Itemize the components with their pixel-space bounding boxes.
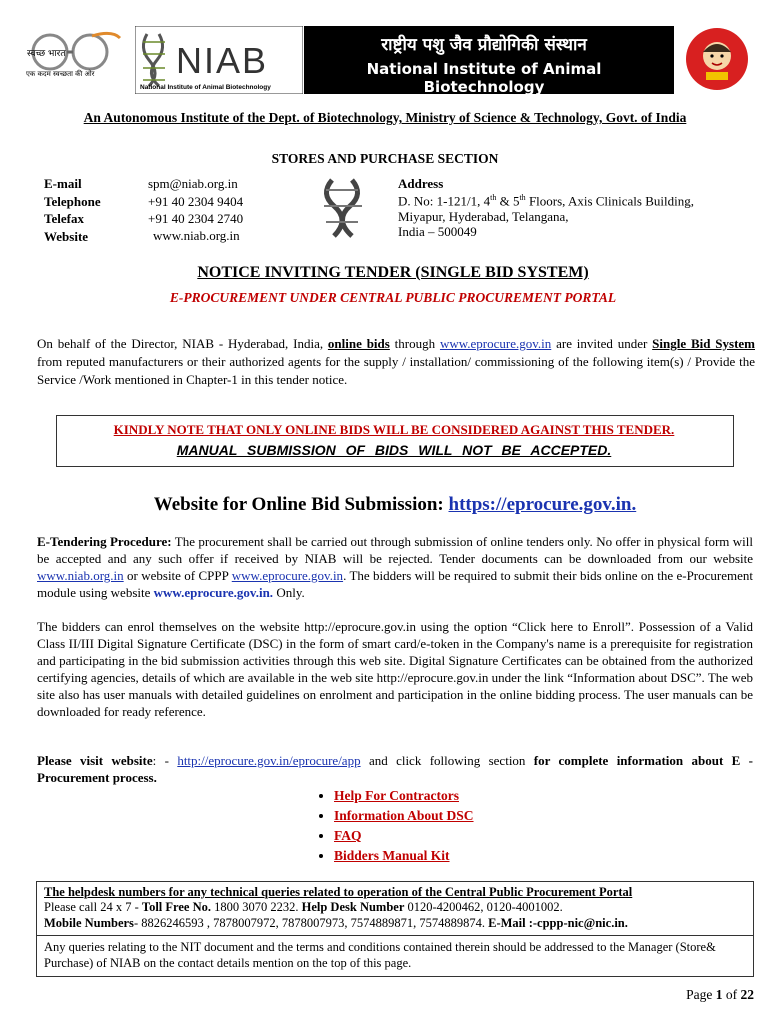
niab-logo-text: NIAB <box>176 40 269 81</box>
manual-bids-notice: MANUAL SUBMISSION OF BIDS WILL NOT BE ACCEPTED. <box>176 442 612 458</box>
help-links-list <box>312 786 474 866</box>
address-line-2: Miyapur, Hyderabad, Telangana, <box>398 209 569 224</box>
helpdesk-mobile-line: Mobile Numbers- 8826246593 , 7878007972, 7878007973, 7574889871, 7574889874. E-Mail :-cppp-nic@nic.in. <box>44 916 628 930</box>
institute-name-english: National Institute of Animal Biotechnology <box>366 60 602 96</box>
enrolment-paragraph: The bidders can enrol themselves on the website http://eprocure.gov.in using the option “Click here to Enroll”. Possession of a Valid Class II/III Digital Signature Certificate (DSC) in the form of smart card/e-token in the Company's name is a prerequisite for registration and participating in the bid submission activities through this web site. Digital Signature Certificates can be obtained from the authorized certifying agencies, details of which are available in the web site http://eprocure.gov.in under the link “Information about DSC”. The web site also has user manuals with detailed guidelines on enrolment and participation in the online bidding process. The user manuals can be downloaded for ready reference. <box>37 619 753 719</box>
institute-name-hindi: राष्ट्रीय पशु जैव प्रौद्योगिकी संस्थान <box>381 35 587 55</box>
autonomous-institute-line: An Autonomous Institute of the Dept. of Biotechnology, Ministry of Science & Technology, Govt. of India <box>83 110 687 125</box>
niab-emblem <box>312 176 376 240</box>
eprocure-app-link[interactable]: http://eprocure.gov.in/eprocure/app <box>177 753 361 768</box>
help-for-contractors-link[interactable]: Help For Contractors <box>334 788 459 803</box>
page-number: Page 1 of 22 <box>686 987 754 1002</box>
email-label: E-mail <box>44 176 82 191</box>
etendering-paragraph: E-Tendering Procedure: The procurement shall be carried out through submission of online tenders only. No offer in physical form will be accepted and any such offer if received by NIAB will be rejected. Tender documents can be downloaded from our website www.niab.org.in or website of CPPP www.eprocure.gov.in. The bidders will be required to submit their bids online on the e-Procurement module using website www.eprocure.gov.in. Only. <box>37 534 753 600</box>
list-item <box>334 826 474 846</box>
online-bids-notice: KINDLY NOTE THAT ONLY ONLINE BIDS WILL BE CONSIDERED AGAINST THIS TENDER. <box>113 422 675 437</box>
email-value: spm@niab.org.in <box>148 176 238 191</box>
bidders-manual-kit-link[interactable]: Bidders Manual Kit <box>334 848 450 863</box>
niab-logo-caption: National Institute of Animal Biotechnology <box>140 84 271 91</box>
swachh-text: स्वच्छ भारत <box>27 49 66 59</box>
telefax-value: +91 40 2304 2740 <box>148 211 244 226</box>
niab-website-link[interactable]: www.niab.org.in <box>37 568 124 583</box>
beti-bachao-logo <box>684 26 750 92</box>
section-title: STORES AND PURCHASE SECTION <box>271 151 499 166</box>
helpdesk-phone-line: Please call 24 x 7 - Toll Free No. 1800 3070 2232. Help Desk Number 0120-4200462, 0120-4001002. <box>44 900 563 914</box>
list-item <box>334 786 474 806</box>
address-line-3: India – 500049 <box>398 224 477 239</box>
website-value: www.niab.org.in <box>153 228 240 243</box>
visit-website-paragraph: Please visit website: - http://eprocure.gov.in/eprocure/app and click following section for complete information about E -Procurement process. <box>37 753 753 785</box>
address-line-1: D. No: 1-121/1, 4th & 5th Floors, Axis Clinicals Building, <box>398 193 694 209</box>
website-heading: Website for Online Bid Submission: https://eprocure.gov.in. <box>153 494 637 515</box>
telephone-label: Telephone <box>44 194 101 209</box>
nit-subtitle: E-PROCUREMENT UNDER CENTRAL PUBLIC PROCUREMENT PORTAL <box>169 290 617 305</box>
website-label: Website <box>44 229 89 244</box>
list-item <box>334 806 474 826</box>
address-label: Address <box>398 176 444 191</box>
information-about-dsc-link[interactable]: Information About DSC <box>334 808 474 823</box>
faq-link[interactable]: FAQ <box>334 828 362 843</box>
helpdesk-divider <box>36 935 754 936</box>
helpdesk-title: The helpdesk numbers for any technical queries related to operation of the Central Public Procurement Portal <box>44 885 633 899</box>
list-item <box>334 846 474 866</box>
swachh-tagline: एक कदम स्वच्छता की ओर <box>26 70 95 78</box>
telefax-label: Telefax <box>44 211 84 226</box>
eprocure-heading-link[interactable]: https://eprocure.gov.in. <box>448 494 637 515</box>
cppp-website-link[interactable]: www.eprocure.gov.in <box>231 568 344 583</box>
telephone-value: +91 40 2304 9404 <box>148 194 244 209</box>
eprocure-bold-link[interactable]: www.eprocure.gov.in. <box>153 585 274 600</box>
nit-title: NOTICE INVITING TENDER (SINGLE BID SYSTEM) <box>197 264 589 281</box>
intro-paragraph: On behalf of the Director, NIAB - Hyderabad, India, online bids through www.eprocure.gov.in are invited under Single Bid System from reputed manufacturers or their authorized agents for the supply / installation/ commissioning of the following item(s) / Provide the Service /Work mentioned in Chapter-1 in this tender notice. <box>37 336 755 387</box>
eprocure-link[interactable]: www.eprocure.gov.in <box>439 336 552 351</box>
queries-note: Any queries relating to the NIT document and the terms and conditions contained therein should be addressed to the Manager (Store& Purchase) of NIAB on the contact details mention on the top of this page. <box>44 940 716 970</box>
